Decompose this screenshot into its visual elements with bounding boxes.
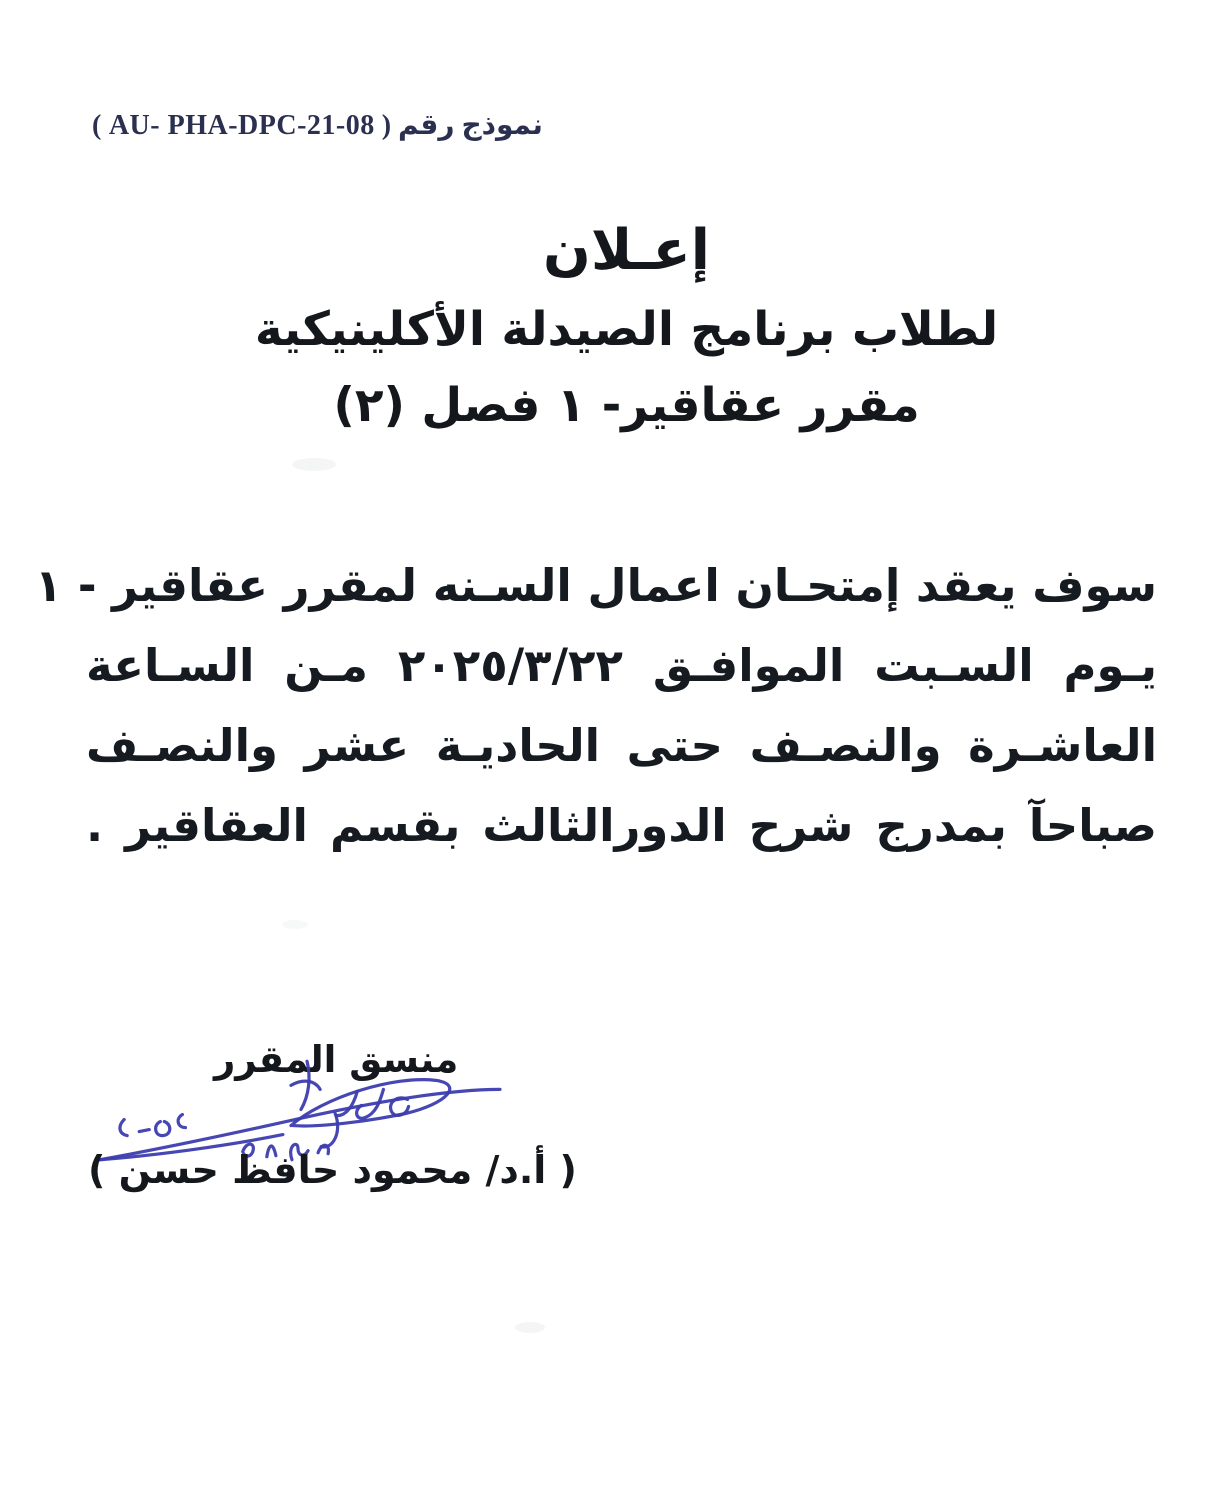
announcement-title: إعـلان — [543, 218, 710, 283]
body-line-4: صباحآ بمدرج شرح الدورالثالث بقسم العقاقير . — [86, 799, 1157, 852]
audience-line: لطلاب برنامج الصيدلة الأكلينيكية — [254, 302, 999, 357]
form-number: نموذج رقم ( AU- PHA-DPC-21-08 ) — [92, 110, 543, 141]
signature-name: ( أ.د/ محمود حافظ حسن ) — [88, 1148, 577, 1192]
body-line-1: سوف يعقد إمتحـان اعمال السـنه لمقرر عقاقير - ١ — [34, 559, 1157, 612]
scan-artifact — [282, 920, 308, 929]
title-block — [14, 210, 1225, 444]
signature-role-label: منسق المقرر — [214, 1038, 459, 1081]
scan-artifact — [515, 1322, 545, 1333]
announcement-body — [34, 548, 1157, 868]
body-line-2: يـوم السـبت الموافـق ٢٠٢٥/٣/٢٢ مـن السـاعة — [86, 639, 1157, 692]
scan-artifact — [292, 458, 336, 471]
course-line: مقرر عقاقير- ١ فصل (٢) — [333, 378, 920, 433]
body-line-3: العاشـرة والنصـف حتى الحاديـة عشر والنصـف — [86, 719, 1157, 772]
